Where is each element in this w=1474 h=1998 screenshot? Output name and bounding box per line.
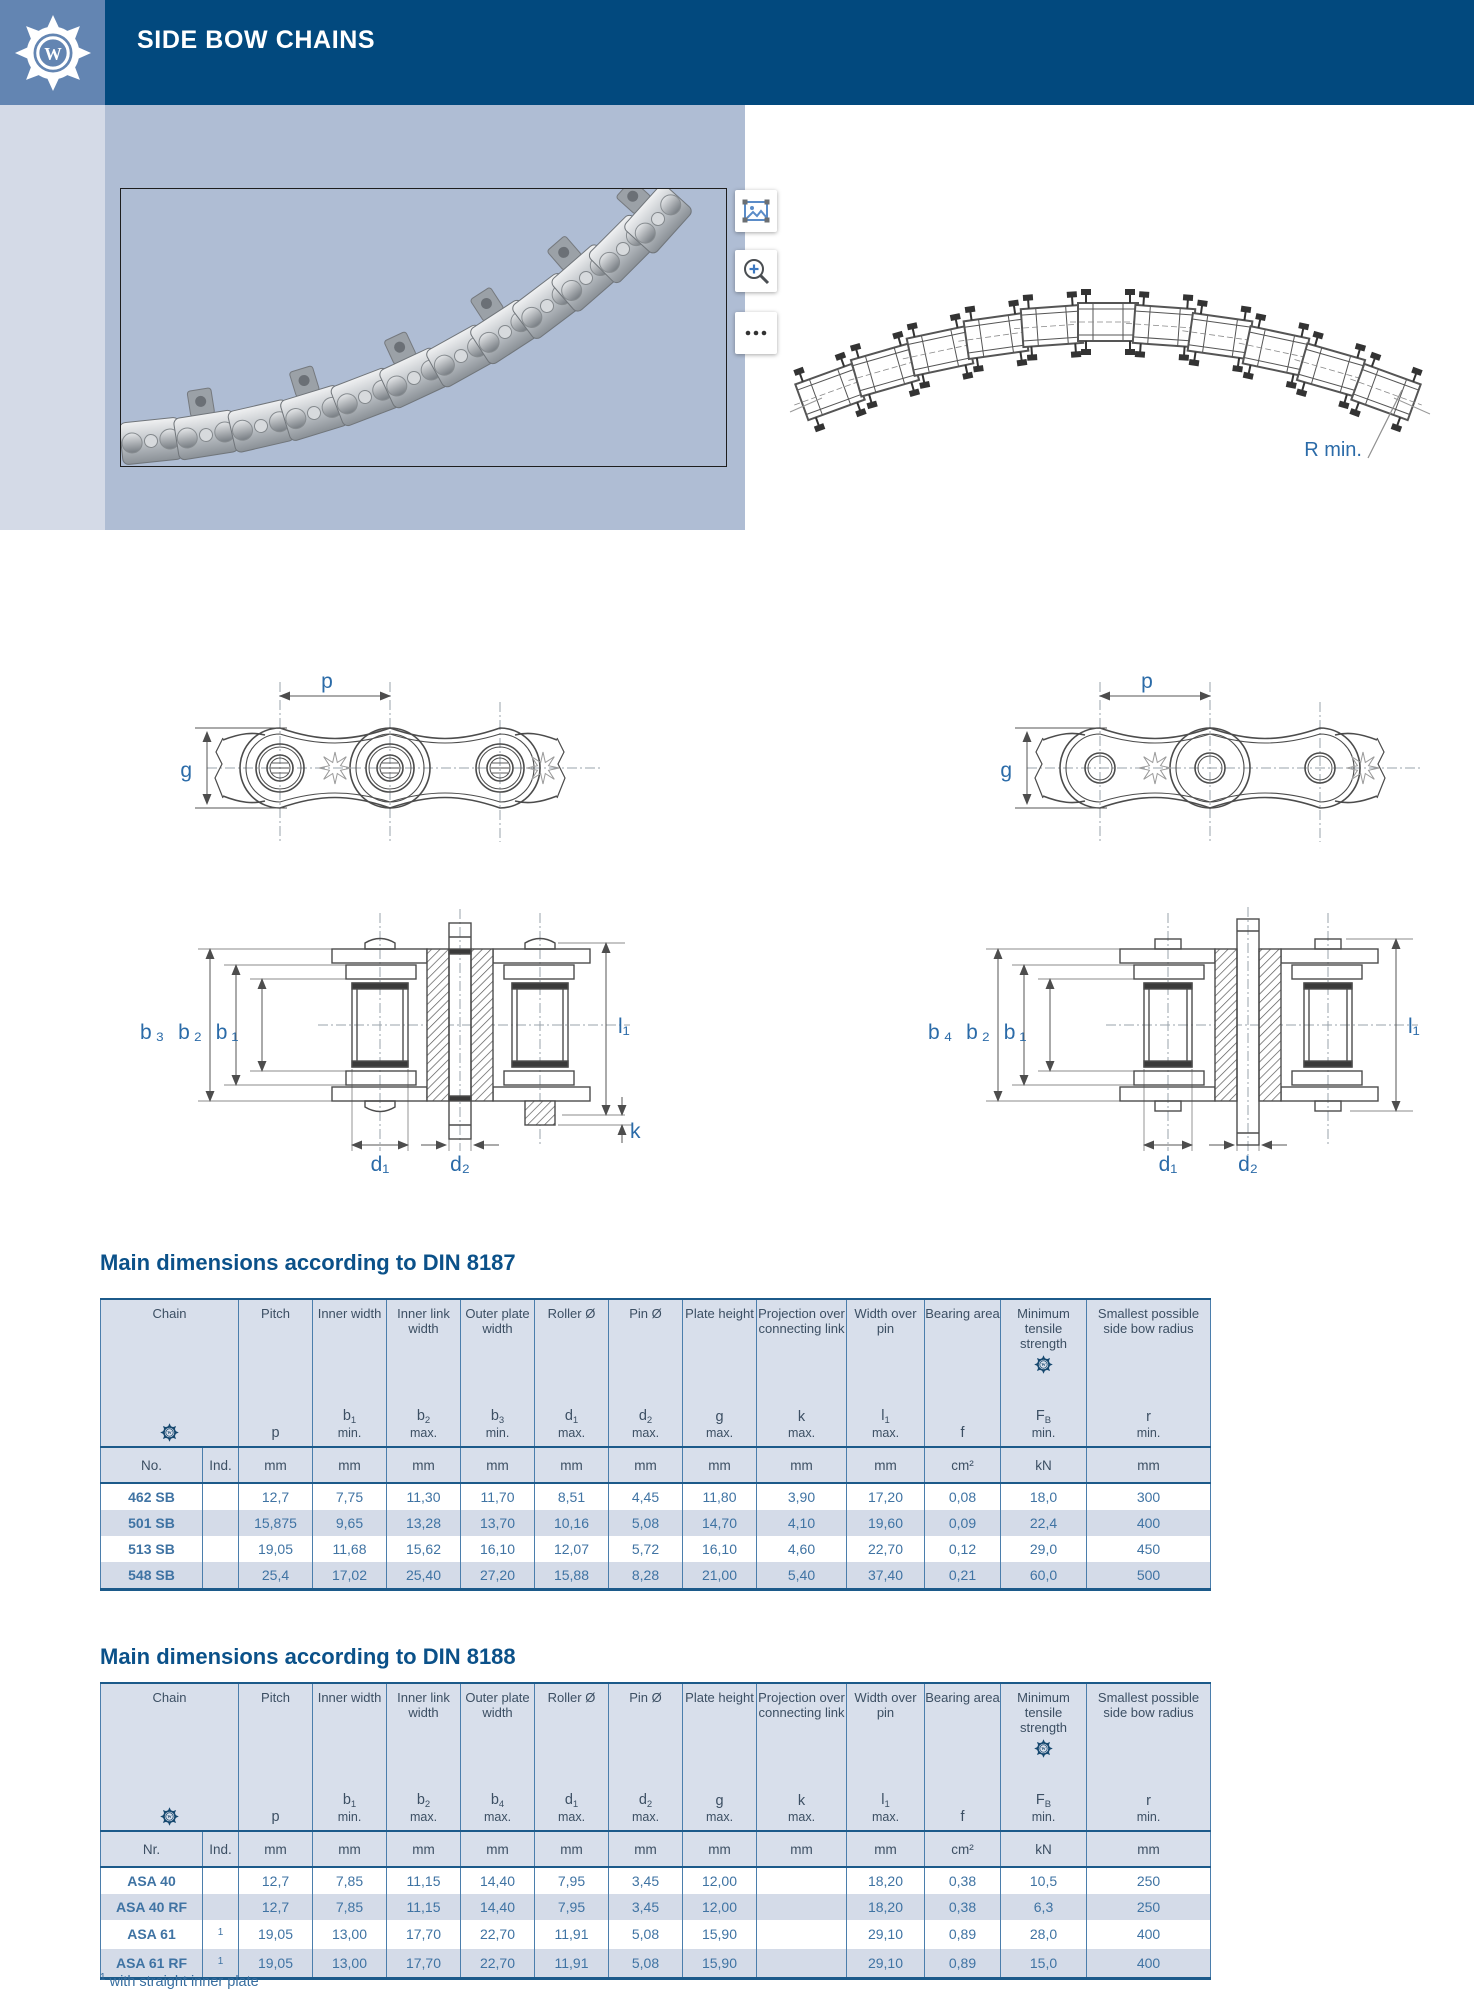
photo-panel [105,105,745,530]
data-cell: 12,7 [239,1894,313,1920]
column-header: Minimum tensile strength $F_B$ min. [1001,1299,1087,1447]
unit-cell: Ind. [203,1831,239,1867]
data-cell: 29,10 [847,1949,925,1979]
row-label: ASA 61 RF [101,1949,203,1979]
unit-cell: cm² [925,1831,1001,1867]
data-cell: 11,70 [461,1483,535,1510]
data-cell: 22,4 [1001,1510,1087,1536]
footnote [100,1972,259,1990]
din8187-section-drawing [80,893,645,1183]
data-cell: 3,90 [757,1483,847,1510]
data-cell: 5,40 [757,1562,847,1590]
side-bow-overview-drawing [780,240,1440,500]
unit-cell: Ind. [203,1447,239,1483]
column-header: Pitch p [239,1683,313,1831]
data-cell: 13,00 [313,1949,387,1979]
data-cell: 0,08 [925,1483,1001,1510]
data-cell: 13,28 [387,1510,461,1536]
din8188-side-view-drawing [915,640,1460,885]
data-cell: 12,7 [239,1867,313,1894]
data-cell: 5,72 [609,1536,683,1562]
data-cell: 12,7 [239,1483,313,1510]
data-cell: 3,45 [609,1894,683,1920]
projection-label: k [630,1120,641,1143]
column-header: Width over pin $l_1$ max. [847,1299,925,1447]
image-frame-icon[interactable] [735,190,777,232]
data-cell: 6,3 [1001,1894,1087,1920]
table-row [101,1920,1211,1949]
data-cell: 450 [1087,1536,1211,1562]
row-label: ASA 40 RF [101,1894,203,1920]
column-header: Smallest possible side bow radius r min. [1087,1683,1211,1831]
data-cell: 13,70 [461,1510,535,1536]
page-title: SIDE BOW CHAINS [137,26,376,54]
unit-cell: mm [239,1831,313,1867]
roller-dia-label: d₁ [1158,1153,1178,1176]
table-row [101,1510,1211,1536]
data-cell: 25,4 [239,1562,313,1590]
data-cell: 3,45 [609,1867,683,1894]
pitch-label: p [1141,670,1153,693]
data-cell: 28,0 [1001,1920,1087,1949]
unit-cell: mm [313,1831,387,1867]
data-cell: 11,68 [313,1536,387,1562]
unit-cell: Nr. [101,1831,203,1867]
data-cell: 9,65 [313,1510,387,1536]
index-cell: 1 [203,1949,239,1979]
data-cell: 60,0 [1001,1562,1087,1590]
row-label: 462 SB [101,1483,203,1510]
din8188-section-drawing [868,893,1433,1183]
product-photo [120,188,727,467]
table-row [101,1949,1211,1979]
data-cell: 300 [1087,1483,1211,1510]
table-title-din8187: Main dimensions according to DIN 8187 [100,1250,516,1275]
index-cell [203,1894,239,1920]
index-cell [203,1510,239,1536]
data-cell: 14,40 [461,1867,535,1894]
column-header: Projection over connecting link k max. [757,1299,847,1447]
column-header: Pin Ø $d_2$ max. [609,1683,683,1831]
data-cell: 11,30 [387,1483,461,1510]
dimension-table [100,1298,1211,1591]
unit-cell: mm [847,1831,925,1867]
data-cell: 400 [1087,1949,1211,1979]
data-cell: 18,20 [847,1894,925,1920]
data-cell: 0,38 [925,1867,1001,1894]
pitch-label: p [321,670,333,693]
data-cell: 10,5 [1001,1867,1087,1894]
unit-cell: mm [461,1447,535,1483]
pin-dia-label: d₂ [450,1153,470,1176]
data-cell: 18,0 [1001,1483,1087,1510]
width-over-pin-label: l₁ [618,1015,630,1038]
data-cell: 500 [1087,1562,1211,1590]
din8187-side-view-drawing [95,640,640,885]
data-cell: 19,60 [847,1510,925,1536]
unit-cell: mm [387,1447,461,1483]
data-cell: 15,62 [387,1536,461,1562]
column-header: Roller Ø $d_1$ max. [535,1299,609,1447]
data-cell: 400 [1087,1920,1211,1949]
data-cell: 15,88 [535,1562,609,1590]
data-cell [757,1949,847,1979]
unit-cell: mm [683,1447,757,1483]
index-cell [203,1562,239,1590]
column-header: Plate height g max. [683,1299,757,1447]
data-cell: 0,38 [925,1894,1001,1920]
unit-cell: mm [461,1831,535,1867]
data-cell: 25,40 [387,1562,461,1590]
roller-dia-label: d₁ [370,1153,390,1176]
data-cell: 19,05 [239,1536,313,1562]
more-options-icon[interactable] [735,312,777,354]
data-cell: 12,00 [683,1894,757,1920]
data-cell: 11,91 [535,1920,609,1949]
row-label: ASA 40 [101,1867,203,1894]
din8188-table-host [100,1682,1211,1980]
brand-logo [0,0,105,105]
column-header: Minimum tensile strength $F_B$ min. [1001,1683,1087,1831]
data-cell: 7,85 [313,1894,387,1920]
unit-cell: mm [1087,1831,1211,1867]
data-cell [757,1920,847,1949]
r-min-label: R min. [1304,439,1362,461]
plate-widths-label: b₃ b₂ b₁ [140,1021,243,1044]
data-cell [757,1867,847,1894]
unit-cell: mm [757,1831,847,1867]
data-cell: 250 [1087,1894,1211,1920]
row-label: ASA 61 [101,1920,203,1949]
row-label: 548 SB [101,1562,203,1590]
data-cell: 0,21 [925,1562,1001,1590]
column-header: Inner link width $b_2$ max. [387,1299,461,1447]
dimension-table [100,1682,1211,1980]
column-header: Pin Ø $d_2$ max. [609,1299,683,1447]
column-header: Outer plate width $b_4$ max. [461,1683,535,1831]
unit-cell: mm [683,1831,757,1867]
data-cell: 15,90 [683,1949,757,1979]
table-title-din8188: Main dimensions according to DIN 8188 [100,1644,516,1669]
unit-cell: cm² [925,1447,1001,1483]
data-cell: 11,15 [387,1894,461,1920]
din8187-table-host [100,1298,1211,1591]
unit-cell: mm [387,1831,461,1867]
data-cell: 21,00 [683,1562,757,1590]
data-cell: 13,00 [313,1920,387,1949]
index-cell [203,1483,239,1510]
brand-gear-icon [160,1423,179,1442]
column-header: Plate height g max. [683,1683,757,1831]
brand-gear-icon [160,1807,179,1826]
data-cell: 29,10 [847,1920,925,1949]
data-cell: 14,70 [683,1510,757,1536]
data-cell: 400 [1087,1510,1211,1536]
row-label: 501 SB [101,1510,203,1536]
data-cell: 5,08 [609,1949,683,1979]
data-cell: 15,875 [239,1510,313,1536]
data-cell: 0,89 [925,1920,1001,1949]
column-header: Smallest possible side bow radius r min. [1087,1299,1211,1447]
data-cell: 22,70 [847,1536,925,1562]
data-cell: 4,45 [609,1483,683,1510]
column-header: Inner link width $b_2$ max. [387,1683,461,1831]
width-over-pin-label: l₁ [1408,1015,1420,1038]
data-cell: 22,70 [461,1949,535,1979]
column-header: Outer plate width $b_3$ min. [461,1299,535,1447]
data-cell: 17,02 [313,1562,387,1590]
unit-cell: mm [535,1447,609,1483]
data-cell [757,1894,847,1920]
brand-gear-icon [1034,1739,1053,1758]
data-cell: 7,85 [313,1867,387,1894]
unit-cell: mm [757,1447,847,1483]
left-margin-strip [0,105,105,530]
table-row [101,1894,1211,1920]
column-header: Chain [101,1683,239,1831]
data-cell: 16,10 [461,1536,535,1562]
data-cell: 16,10 [683,1536,757,1562]
unit-cell: mm [1087,1447,1211,1483]
zoom-in-icon[interactable] [735,250,777,292]
table-row [101,1867,1211,1894]
unit-cell: mm [609,1831,683,1867]
data-cell: 7,75 [313,1483,387,1510]
data-cell: 0,09 [925,1510,1001,1536]
data-cell: 29,0 [1001,1536,1087,1562]
data-cell: 8,28 [609,1562,683,1590]
column-header: Bearing area f [925,1299,1001,1447]
column-header: Bearing area f [925,1683,1001,1831]
unit-cell: mm [847,1447,925,1483]
data-cell: 19,05 [239,1949,313,1979]
data-cell: 18,20 [847,1867,925,1894]
pin-dia-label: d₂ [1238,1153,1258,1176]
data-cell: 14,40 [461,1894,535,1920]
data-cell: 5,08 [609,1920,683,1949]
table-row [101,1562,1211,1590]
unit-cell: mm [239,1447,313,1483]
unit-cell: mm [313,1447,387,1483]
data-cell: 12,07 [535,1536,609,1562]
data-cell: 5,08 [609,1510,683,1536]
unit-cell: kN [1001,1831,1087,1867]
data-cell: 17,20 [847,1483,925,1510]
data-cell: 12,00 [683,1867,757,1894]
data-cell: 19,05 [239,1920,313,1949]
column-header: Inner width $b_1$ min. [313,1683,387,1831]
footnote-text: with straight inner plate [109,1973,259,1990]
unit-cell: mm [609,1447,683,1483]
plate-widths-label: b₄ b₂ b₁ [928,1021,1031,1044]
unit-cell: No. [101,1447,203,1483]
column-header: Roller Ø $d_1$ max. [535,1683,609,1831]
data-cell: 15,0 [1001,1949,1087,1979]
side-bow-chain-photo [121,189,726,466]
column-header: Width over pin $l_1$ max. [847,1683,925,1831]
column-header: Chain [101,1299,239,1447]
unit-cell: kN [1001,1447,1087,1483]
row-label: 513 SB [101,1536,203,1562]
data-cell: 4,10 [757,1510,847,1536]
data-cell: 37,40 [847,1562,925,1590]
data-cell: 27,20 [461,1562,535,1590]
header-bar [105,0,1474,105]
data-cell: 17,70 [387,1949,461,1979]
plate-height-label: g [180,759,192,782]
plate-height-label: g [1000,759,1012,782]
data-cell: 0,12 [925,1536,1001,1562]
index-cell [203,1536,239,1562]
data-cell: 4,60 [757,1536,847,1562]
footnote-marker: 1 [100,1972,106,1983]
column-header: Inner width $b_1$ min. [313,1299,387,1447]
data-cell: 250 [1087,1867,1211,1894]
data-cell: 0,89 [925,1949,1001,1979]
data-cell: 22,70 [461,1920,535,1949]
data-cell: 10,16 [535,1510,609,1536]
data-cell: 17,70 [387,1920,461,1949]
data-cell: 11,15 [387,1867,461,1894]
unit-cell: mm [535,1831,609,1867]
index-cell: 1 [203,1920,239,1949]
brand-gear-icon [1034,1355,1053,1374]
data-cell: 11,91 [535,1949,609,1979]
column-header: Pitch p [239,1299,313,1447]
brand-gear-icon [14,14,92,92]
index-cell [203,1867,239,1894]
table-row [101,1483,1211,1510]
column-header: Projection over connecting link k max. [757,1683,847,1831]
data-cell: 7,95 [535,1894,609,1920]
data-cell: 15,90 [683,1920,757,1949]
data-cell: 7,95 [535,1867,609,1894]
table-row [101,1536,1211,1562]
data-cell: 11,80 [683,1483,757,1510]
data-cell: 8,51 [535,1483,609,1510]
